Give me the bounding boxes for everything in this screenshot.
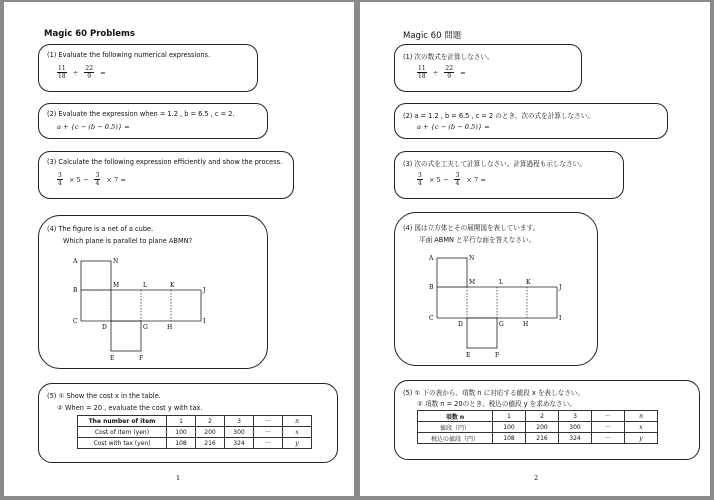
page-number: 1 xyxy=(176,474,181,482)
net-label-N: N xyxy=(469,255,475,262)
net-label-G: G xyxy=(143,324,148,331)
question-4-box xyxy=(38,215,268,369)
question-4-line-2: 平面 ABMN と平行な面を答えなさい。 xyxy=(419,236,536,244)
net-label-F: F xyxy=(139,355,144,362)
net-label-M: M xyxy=(469,279,476,286)
net-label-A: A xyxy=(429,255,434,262)
net-label-K: K xyxy=(170,282,175,289)
question-3-text: (3) 次の式を工夫して計算しなさい。計算過程も示しなさい。 xyxy=(403,160,586,168)
net-label-D: D xyxy=(102,324,107,331)
page-number: 2 xyxy=(534,474,539,482)
net-label-B: B xyxy=(429,284,434,291)
question-1-expression: $\frac{11}{18}$ ÷ $\frac{22}{9}$ = xyxy=(418,65,466,80)
net-label-J: J xyxy=(559,284,562,291)
question-4-line-1: (4) The figure is a net of a cube. xyxy=(47,225,154,233)
question-3-text: (3) Calculate the following expression efficiently and show the process. xyxy=(47,158,283,166)
net-label-I: I xyxy=(559,315,562,322)
page-2 xyxy=(360,2,710,496)
question-2-expression: a + {c − (b − 0.5)} = xyxy=(417,123,490,131)
page-title: Magic 60 Problems xyxy=(44,29,135,39)
question-4-line-2: Which plane is parallel to plane ABMN? xyxy=(63,237,193,245)
net-label-M: M xyxy=(113,282,120,289)
question-2-box xyxy=(394,103,668,139)
question-4-line-1: (4) 図は立方体とその展開図を表しています。 xyxy=(403,224,540,232)
cost-table xyxy=(417,410,658,444)
question-5-line-2: ② When = 20 , evaluate the cost y with tax. xyxy=(57,404,203,412)
net-label-F: F xyxy=(495,352,500,359)
net-label-A: A xyxy=(73,258,78,265)
table-row: 税込の値段（円） 108 216 324 ··· y xyxy=(418,433,658,444)
net-label-J: J xyxy=(203,287,206,294)
net-label-C: C xyxy=(73,318,78,325)
question-5-box xyxy=(394,380,700,460)
page-title: Magic 60 問題 xyxy=(403,31,462,41)
question-3-expression: $\frac{3}{4}$ × 5 − $\frac{3}{4}$ × 7 = xyxy=(58,172,126,187)
question-2-text: (2) Evaluate the expression when = 1.2 , b = 6.5 , c = 2. xyxy=(47,110,235,118)
net-label-H: H xyxy=(523,321,529,328)
question-1-box xyxy=(394,44,582,92)
question-1-text: (1) Evaluate the following numerical expressions. xyxy=(47,51,211,59)
question-4-box xyxy=(394,212,598,366)
table-header-row: 項数 n 1 2 3 ··· n xyxy=(418,411,658,422)
question-3-box xyxy=(394,151,624,199)
net-label-E: E xyxy=(110,355,115,362)
question-5-line-1: (5) ① 下の表から、項数 n に対応する値段 x を表しなさい。 xyxy=(403,389,584,397)
question-2-box xyxy=(38,103,268,139)
net-label-B: B xyxy=(73,287,78,294)
question-5-box xyxy=(38,383,338,463)
table-row: Cost with tax (yen) 108 216 324 ··· y xyxy=(78,438,312,449)
table-row: Cost of item (yen) 100 200 300 ··· x xyxy=(78,427,312,438)
question-5-line-2: ② 項数 n = 20のとき、税込の値段 y を求めなさい。 xyxy=(417,400,576,408)
question-2-expression: a + {c − (b − 0.5)} = xyxy=(57,123,130,131)
net-label-C: C xyxy=(429,315,434,322)
question-2-text: (2) a = 1.2 , b = 6.5 , c = 2 のとき、次の式を計算しなさい。 xyxy=(403,112,594,120)
net-label-I: I xyxy=(203,318,206,325)
page-1 xyxy=(4,2,354,496)
net-label-H: H xyxy=(167,324,173,331)
net-label-N: N xyxy=(113,258,119,265)
cube-net-diagram xyxy=(69,252,209,362)
net-label-K: K xyxy=(526,279,531,286)
net-label-D: D xyxy=(458,321,463,328)
net-label-L: L xyxy=(143,282,147,289)
question-1-expression: $\frac{11}{18}$ ÷ $\frac{22}{9}$ = xyxy=(58,65,106,80)
question-3-box xyxy=(38,151,294,199)
question-3-expression: $\frac{3}{4}$ × 5 − $\frac{3}{4}$ × 7 = xyxy=(418,172,486,187)
net-label-L: L xyxy=(499,279,503,286)
question-1-box xyxy=(38,44,258,92)
cube-net-diagram xyxy=(425,249,565,359)
cost-table xyxy=(77,415,312,449)
question-1-text: (1) 次の数式を計算しなさい。 xyxy=(403,53,494,61)
table-header-row: The number of item 1 2 3 ··· n xyxy=(78,416,312,427)
net-label-G: G xyxy=(499,321,504,328)
table-row: 値段（円） 100 200 300 ··· x xyxy=(418,422,658,433)
net-label-E: E xyxy=(466,352,471,359)
question-5-line-1: (5) ① Show the cost x in the table. xyxy=(47,392,161,400)
